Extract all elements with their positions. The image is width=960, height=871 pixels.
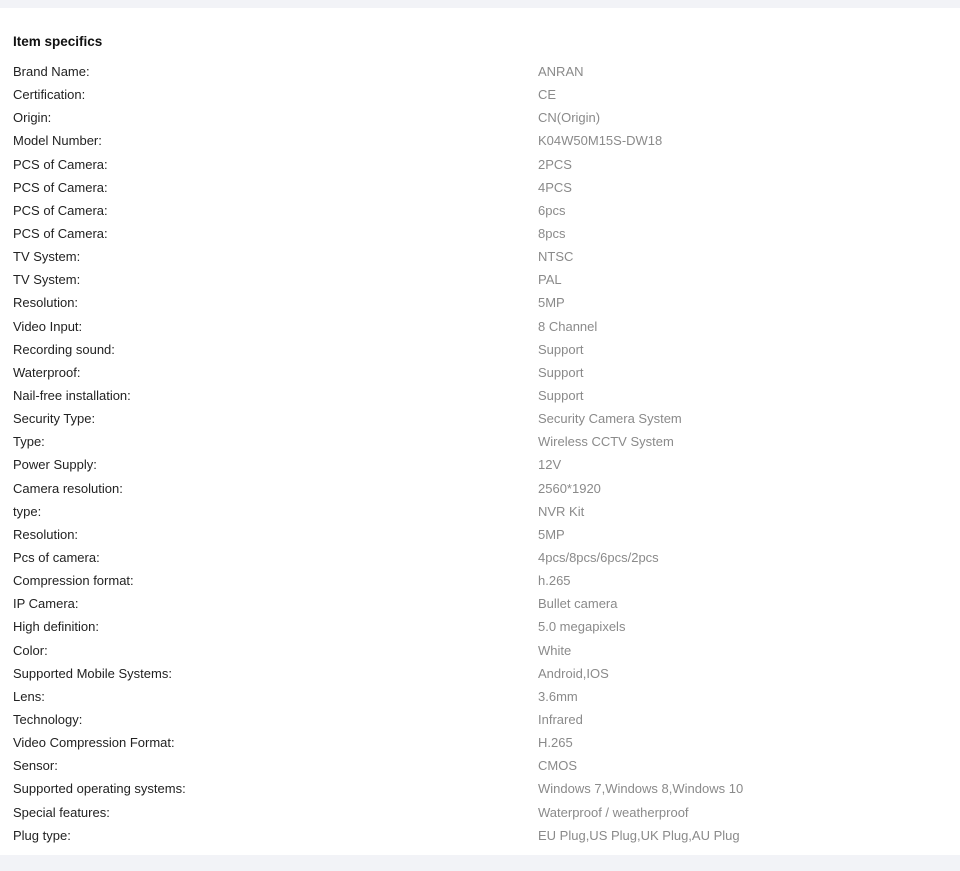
spec-label: Supported operating systems:: [13, 781, 186, 797]
spec-value: 2560*1920: [538, 480, 601, 496]
spec-label: TV System:: [13, 272, 81, 288]
spec-value: 8 Channel: [538, 318, 598, 334]
spec-value: Support: [538, 387, 584, 403]
spec-row: [0, 199, 960, 222]
spec-row: [0, 615, 960, 638]
spec-row: [0, 222, 960, 245]
spec-label: Waterproof:: [13, 364, 81, 380]
section-title: Item specifics: [13, 34, 103, 49]
spec-row: [0, 777, 960, 800]
spec-row: [0, 83, 960, 106]
spec-value: Bullet camera: [538, 596, 618, 612]
spec-row: [0, 569, 960, 592]
spec-row: [0, 153, 960, 176]
spec-label: Resolution:: [13, 526, 79, 542]
spec-label: Supported Mobile Systems:: [13, 665, 172, 681]
spec-row: [0, 60, 960, 83]
spec-value: 5MP: [538, 526, 565, 542]
spec-value: K04W50M15S-DW18: [538, 133, 663, 149]
spec-value: CMOS: [538, 758, 577, 774]
spec-value: H.265: [538, 735, 573, 751]
spec-label: Brand Name:: [13, 64, 90, 79]
spec-label: Video Input:: [13, 318, 83, 334]
spec-label: PCS of Camera:: [13, 225, 108, 241]
spec-label: Technology:: [13, 711, 83, 727]
spec-value: 8pcs: [538, 225, 566, 241]
spec-value: 4PCS: [538, 179, 572, 195]
spec-label: Camera resolution:: [13, 480, 123, 496]
spec-row: [0, 338, 960, 361]
spec-value: 12V: [538, 457, 562, 473]
spec-value: ANRAN: [538, 64, 584, 79]
spec-row: [0, 245, 960, 268]
spec-row: [0, 754, 960, 777]
spec-label: Plug type:: [13, 827, 71, 843]
spec-row: [0, 268, 960, 291]
spec-value: NVR Kit: [538, 503, 585, 519]
spec-row: [0, 801, 960, 824]
spec-value: 3.6mm: [538, 688, 578, 704]
spec-row: [0, 430, 960, 453]
spec-value: PAL: [538, 272, 562, 288]
spec-row: [0, 361, 960, 384]
spec-value: 2PCS: [538, 156, 572, 172]
spec-label: PCS of Camera:: [13, 156, 108, 172]
spec-label: Origin:: [13, 110, 52, 126]
spec-value: 6pcs: [538, 202, 566, 218]
spec-row: [0, 453, 960, 476]
spec-row: [0, 384, 960, 407]
spec-label: Pcs of camera:: [13, 549, 100, 565]
spec-row: [0, 731, 960, 754]
spec-value: EU Plug,US Plug,UK Plug,AU Plug: [538, 827, 740, 843]
spec-row: [0, 685, 960, 708]
spec-value: Support: [538, 341, 584, 357]
spec-value: Support: [538, 364, 584, 380]
spec-label: Security Type:: [13, 411, 96, 427]
spec-label: High definition:: [13, 619, 99, 635]
spec-label: Compression format:: [13, 573, 134, 589]
spec-row: [0, 824, 960, 847]
specs-list: [0, 60, 960, 847]
spec-row: [0, 315, 960, 338]
spec-row: [0, 639, 960, 662]
spec-label: Type:: [13, 434, 45, 450]
spec-row: [0, 523, 960, 546]
spec-label: TV System:: [13, 249, 81, 265]
spec-value: Security Camera System: [538, 411, 682, 427]
spec-label: Video Compression Format:: [13, 735, 175, 751]
spec-label: Sensor:: [13, 758, 58, 774]
spec-value: CN(Origin): [538, 110, 601, 126]
spec-value: h.265: [538, 573, 571, 589]
spec-row: [0, 708, 960, 731]
spec-label: Special features:: [13, 804, 110, 820]
spec-row: [0, 176, 960, 199]
spec-label: Color:: [13, 642, 48, 658]
spec-value: Wireless CCTV System: [538, 434, 674, 450]
spec-value: NTSC: [538, 249, 574, 265]
spec-row: [0, 477, 960, 500]
spec-label: Lens:: [13, 688, 45, 704]
spec-row: [0, 407, 960, 430]
spec-label: Nail-free installation:: [13, 387, 131, 403]
spec-label: Certification:: [13, 87, 86, 103]
spec-label: Power Supply:: [13, 457, 97, 473]
spec-row: [0, 106, 960, 129]
spec-label: type:: [13, 503, 42, 519]
spec-value: 5.0 megapixels: [538, 619, 626, 635]
spec-label: Model Number:: [13, 133, 102, 149]
spec-label: Resolution:: [13, 295, 79, 311]
spec-label: PCS of Camera:: [13, 179, 108, 195]
spec-label: Recording sound:: [13, 341, 115, 357]
spec-label: PCS of Camera:: [13, 202, 108, 218]
item-specifics-panel: [0, 8, 960, 855]
spec-label: IP Camera:: [13, 596, 79, 612]
spec-value: White: [538, 642, 572, 658]
spec-value: 4pcs/8pcs/6pcs/2pcs: [538, 549, 659, 565]
spec-value: Infrared: [538, 711, 583, 727]
spec-row: [0, 592, 960, 615]
spec-value: CE: [538, 87, 557, 103]
spec-row: [0, 291, 960, 314]
spec-value: Waterproof / weatherproof: [538, 804, 689, 820]
spec-row: [0, 500, 960, 523]
spec-row: [0, 546, 960, 569]
spec-row: [0, 662, 960, 685]
spec-value: Android,IOS: [538, 665, 609, 681]
spec-value: 5MP: [538, 295, 565, 311]
spec-row: [0, 129, 960, 152]
spec-value: Windows 7,Windows 8,Windows 10: [538, 781, 744, 797]
